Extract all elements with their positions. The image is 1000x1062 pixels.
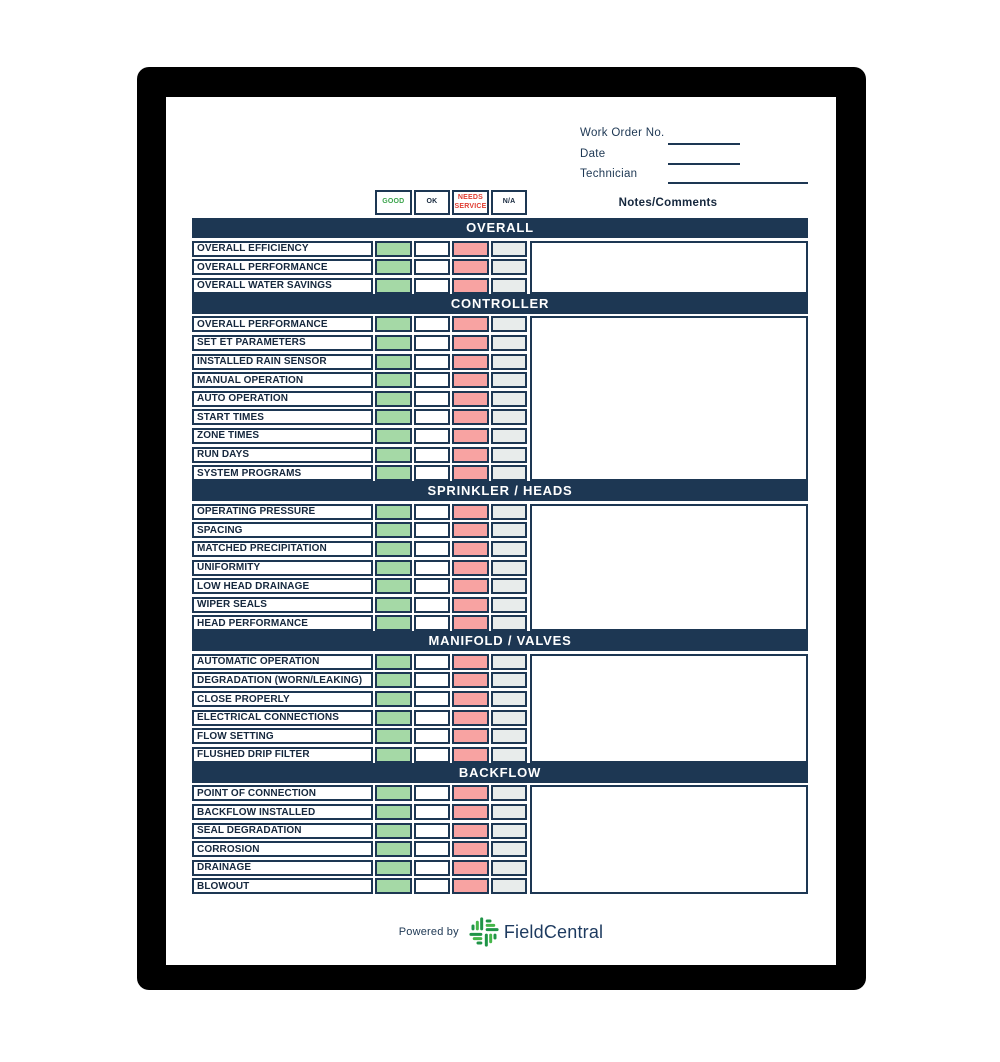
rating-cell-needs-service[interactable]	[452, 560, 489, 576]
rating-cell-needs-service[interactable]	[452, 841, 489, 857]
rating-cell-good[interactable]	[375, 597, 412, 613]
rating-cell-needs-service[interactable]	[452, 278, 489, 294]
rating-cell-ok[interactable]	[414, 428, 451, 444]
checklist-row	[192, 259, 530, 275]
rows-column	[192, 651, 530, 763]
rating-cell-na[interactable]	[491, 823, 528, 839]
notes-box[interactable]	[530, 785, 808, 894]
rating-cell-na[interactable]	[491, 316, 528, 332]
rating-cell-good[interactable]	[375, 259, 412, 275]
rating-cell-ok[interactable]	[414, 409, 451, 425]
rating-cell-ok[interactable]	[414, 504, 451, 520]
rating-cell-na[interactable]	[491, 597, 528, 613]
rating-cell-na[interactable]	[491, 428, 528, 444]
rating-cell-needs-service[interactable]	[452, 541, 489, 557]
checklist-row	[192, 316, 530, 332]
rating-column-header: NEEDS SERVICE	[452, 190, 489, 215]
rating-cell-good[interactable]	[375, 504, 412, 520]
rating-cell-ok[interactable]	[414, 354, 451, 370]
checklist-row	[192, 860, 530, 876]
work-order-label: Work Order No.	[580, 127, 665, 139]
row-label: SYSTEM PROGRAMS	[192, 465, 373, 481]
rating-cell-ok[interactable]	[414, 747, 451, 763]
row-label: OVERALL EFFICIENCY	[192, 241, 373, 257]
section-body	[192, 783, 808, 895]
row-label: POINT OF CONNECTION	[192, 785, 373, 801]
row-label: ELECTRICAL CONNECTIONS	[192, 710, 373, 726]
rating-cell-ok[interactable]	[414, 615, 451, 631]
checklist-row	[192, 278, 530, 294]
rating-cell-na[interactable]	[491, 541, 528, 557]
rating-cell-needs-service[interactable]	[452, 747, 489, 763]
rating-cell-na[interactable]	[491, 860, 528, 876]
checklist-row	[192, 522, 530, 538]
rating-cell-needs-service[interactable]	[452, 391, 489, 407]
row-label: ZONE TIMES	[192, 428, 373, 444]
rating-column-header: GOOD	[375, 190, 412, 215]
row-label: BLOWOUT	[192, 878, 373, 894]
technician-input-line[interactable]	[668, 182, 808, 184]
rating-cell-needs-service[interactable]	[452, 597, 489, 613]
section-header: SPRINKLER / HEADS	[192, 481, 808, 501]
row-label: OVERALL PERFORMANCE	[192, 259, 373, 275]
checklist-row	[192, 804, 530, 820]
rating-cell-needs-service[interactable]	[452, 823, 489, 839]
notes-box[interactable]	[530, 316, 808, 481]
rows-column	[192, 238, 530, 294]
rating-cell-good[interactable]	[375, 541, 412, 557]
checklist-row	[192, 465, 530, 481]
rating-cell-needs-service[interactable]	[452, 241, 489, 257]
checklist-row	[192, 578, 530, 594]
row-label: FLUSHED DRIP FILTER	[192, 747, 373, 763]
date-label: Date	[580, 148, 606, 160]
checklist-row	[192, 541, 530, 557]
rating-cell-na[interactable]	[491, 409, 528, 425]
rating-cell-na[interactable]	[491, 785, 528, 801]
rating-cell-needs-service[interactable]	[452, 878, 489, 894]
notes-comments-title: Notes/Comments	[618, 197, 718, 209]
rating-cell-good[interactable]	[375, 241, 412, 257]
rating-cell-good[interactable]	[375, 654, 412, 670]
rating-cell-ok[interactable]	[414, 860, 451, 876]
row-label: SET ET PARAMETERS	[192, 335, 373, 351]
row-label: FLOW SETTING	[192, 728, 373, 744]
fieldcentral-logo-icon	[469, 917, 499, 947]
rating-cell-ok[interactable]	[414, 654, 451, 670]
rating-cell-na[interactable]	[491, 710, 528, 726]
rating-cell-ok[interactable]	[414, 710, 451, 726]
checklist-row	[192, 728, 530, 744]
row-label: AUTOMATIC OPERATION	[192, 654, 373, 670]
notes-box[interactable]	[530, 654, 808, 763]
rating-cell-good[interactable]	[375, 428, 412, 444]
rating-cell-ok[interactable]	[414, 672, 451, 688]
rating-cell-good[interactable]	[375, 522, 412, 538]
rating-cell-na[interactable]	[491, 465, 528, 481]
section-body	[192, 651, 808, 763]
notes-box[interactable]	[530, 241, 808, 294]
rating-cell-needs-service[interactable]	[452, 728, 489, 744]
row-label: OVERALL WATER SAVINGS	[192, 278, 373, 294]
checklist-row	[192, 597, 530, 613]
checklist-row	[192, 654, 530, 670]
section-body	[192, 314, 808, 481]
checklist-row	[192, 409, 530, 425]
row-label: RUN DAYS	[192, 447, 373, 463]
rating-cell-needs-service[interactable]	[452, 316, 489, 332]
rating-cell-na[interactable]	[491, 841, 528, 857]
rating-cell-good[interactable]	[375, 785, 412, 801]
rating-cell-needs-service[interactable]	[452, 259, 489, 275]
row-label: DEGRADATION (WORN/LEAKING)	[192, 672, 373, 688]
rating-cell-ok[interactable]	[414, 785, 451, 801]
row-label: INSTALLED RAIN SENSOR	[192, 354, 373, 370]
rating-cell-na[interactable]	[491, 447, 528, 463]
rating-cell-needs-service[interactable]	[452, 504, 489, 520]
checklist-row	[192, 823, 530, 839]
notes-box[interactable]	[530, 504, 808, 632]
checklist-row	[192, 560, 530, 576]
checklist-row	[192, 504, 530, 520]
checklist-row	[192, 241, 530, 257]
technician-label: Technician	[580, 168, 638, 180]
row-label: HEAD PERFORMANCE	[192, 615, 373, 631]
fieldcentral-brand-text: FieldCentral	[503, 921, 604, 942]
rating-cell-ok[interactable]	[414, 372, 451, 388]
rating-cell-na[interactable]	[491, 654, 528, 670]
rating-cell-na[interactable]	[491, 747, 528, 763]
rating-cell-needs-service[interactable]	[452, 615, 489, 631]
rating-cell-ok[interactable]	[414, 541, 451, 557]
rating-cell-good[interactable]	[375, 841, 412, 857]
rating-cell-na[interactable]	[491, 391, 528, 407]
rows-column	[192, 501, 530, 631]
rating-cell-good[interactable]	[375, 615, 412, 631]
rating-cell-ok[interactable]	[414, 465, 451, 481]
rating-cell-good[interactable]	[375, 278, 412, 294]
rating-cell-good[interactable]	[375, 447, 412, 463]
rating-cell-good[interactable]	[375, 691, 412, 707]
rating-cell-needs-service[interactable]	[452, 522, 489, 538]
rating-cell-good[interactable]	[375, 804, 412, 820]
rating-cell-na[interactable]	[491, 672, 528, 688]
row-label: CLOSE PROPERLY	[192, 691, 373, 707]
date-input-line[interactable]	[668, 163, 740, 165]
checklist-row	[192, 354, 530, 370]
rating-cell-good[interactable]	[375, 878, 412, 894]
section-body	[192, 238, 808, 294]
rating-cell-ok[interactable]	[414, 560, 451, 576]
checklist-row	[192, 785, 530, 801]
rating-cell-ok[interactable]	[414, 241, 451, 257]
rating-cell-needs-service[interactable]	[452, 710, 489, 726]
row-label: SEAL DEGRADATION	[192, 823, 373, 839]
rating-cell-na[interactable]	[491, 578, 528, 594]
rating-cell-na[interactable]	[491, 354, 528, 370]
rating-cell-na[interactable]	[491, 691, 528, 707]
rating-cell-good[interactable]	[375, 578, 412, 594]
powered-by-text: Powered by	[398, 926, 459, 938]
rating-cell-needs-service[interactable]	[452, 804, 489, 820]
rating-cell-ok[interactable]	[414, 691, 451, 707]
rating-cell-good[interactable]	[375, 823, 412, 839]
rating-cell-na[interactable]	[491, 728, 528, 744]
rating-cell-ok[interactable]	[414, 316, 451, 332]
rating-cell-ok[interactable]	[414, 391, 451, 407]
rating-cell-ok[interactable]	[414, 597, 451, 613]
checklist-row	[192, 428, 530, 444]
checklist-row	[192, 615, 530, 631]
rating-cell-ok[interactable]	[414, 259, 451, 275]
checklist-row	[192, 672, 530, 688]
rating-cell-needs-service[interactable]	[452, 372, 489, 388]
checklist-row	[192, 841, 530, 857]
rating-cell-na[interactable]	[491, 615, 528, 631]
rating-cell-needs-service[interactable]	[452, 354, 489, 370]
checklist-table	[192, 218, 808, 894]
rating-cell-good[interactable]	[375, 372, 412, 388]
rating-cell-good[interactable]	[375, 354, 412, 370]
rating-cell-good[interactable]	[375, 465, 412, 481]
rating-cell-good[interactable]	[375, 672, 412, 688]
row-label: MANUAL OPERATION	[192, 372, 373, 388]
rating-cell-good[interactable]	[375, 316, 412, 332]
row-label: BACKFLOW INSTALLED	[192, 804, 373, 820]
rating-cell-na[interactable]	[491, 878, 528, 894]
rating-cell-good[interactable]	[375, 560, 412, 576]
row-label: START TIMES	[192, 409, 373, 425]
rating-cell-ok[interactable]	[414, 823, 451, 839]
rating-cell-na[interactable]	[491, 241, 528, 257]
rating-cell-good[interactable]	[375, 710, 412, 726]
rating-cell-needs-service[interactable]	[452, 428, 489, 444]
checklist-row	[192, 391, 530, 407]
rating-cell-needs-service[interactable]	[452, 447, 489, 463]
rating-cell-needs-service[interactable]	[452, 578, 489, 594]
section-header: CONTROLLER	[192, 294, 808, 314]
rating-cell-needs-service[interactable]	[452, 785, 489, 801]
rating-cell-ok[interactable]	[414, 841, 451, 857]
rating-cell-na[interactable]	[491, 504, 528, 520]
rating-cell-na[interactable]	[491, 278, 528, 294]
rating-cell-ok[interactable]	[414, 335, 451, 351]
rating-column-header: OK	[414, 190, 451, 215]
rating-cell-ok[interactable]	[414, 804, 451, 820]
rating-cell-na[interactable]	[491, 372, 528, 388]
checklist-row	[192, 878, 530, 894]
rating-cell-ok[interactable]	[414, 578, 451, 594]
rating-cell-good[interactable]	[375, 335, 412, 351]
rating-column-headers	[375, 190, 529, 215]
rating-cell-na[interactable]	[491, 259, 528, 275]
row-label: DRAINAGE	[192, 860, 373, 876]
row-label: OPERATING PRESSURE	[192, 504, 373, 520]
rating-cell-good[interactable]	[375, 728, 412, 744]
black-matte	[137, 67, 866, 990]
rating-cell-na[interactable]	[491, 560, 528, 576]
section-body	[192, 501, 808, 631]
checklist-row	[192, 710, 530, 726]
rating-cell-good[interactable]	[375, 860, 412, 876]
rating-cell-needs-service[interactable]	[452, 654, 489, 670]
section-header: OVERALL	[192, 218, 808, 238]
rating-cell-good[interactable]	[375, 747, 412, 763]
row-label: WIPER SEALS	[192, 597, 373, 613]
row-label: CORROSION	[192, 841, 373, 857]
rating-cell-ok[interactable]	[414, 728, 451, 744]
rating-column-header: N/A	[491, 190, 528, 215]
section-header: BACKFLOW	[192, 763, 808, 783]
rating-cell-needs-service[interactable]	[452, 335, 489, 351]
work-order-input-line[interactable]	[668, 143, 740, 145]
rows-column	[192, 783, 530, 895]
rating-cell-ok[interactable]	[414, 522, 451, 538]
rating-cell-ok[interactable]	[414, 878, 451, 894]
row-label: UNIFORMITY	[192, 560, 373, 576]
rating-cell-needs-service[interactable]	[452, 409, 489, 425]
row-label: MATCHED PRECIPITATION	[192, 541, 373, 557]
checklist-row	[192, 335, 530, 351]
checklist-row	[192, 447, 530, 463]
checklist-row	[192, 372, 530, 388]
checklist-row	[192, 691, 530, 707]
rating-cell-na[interactable]	[491, 522, 528, 538]
row-label: OVERALL PERFORMANCE	[192, 316, 373, 332]
rating-cell-needs-service[interactable]	[452, 691, 489, 707]
rating-cell-needs-service[interactable]	[452, 860, 489, 876]
rating-cell-ok[interactable]	[414, 278, 451, 294]
rows-column	[192, 314, 530, 481]
rating-cell-good[interactable]	[375, 409, 412, 425]
row-label: SPACING	[192, 522, 373, 538]
rating-cell-needs-service[interactable]	[452, 465, 489, 481]
section-header: MANIFOLD / VALVES	[192, 631, 808, 651]
row-label: LOW HEAD DRAINAGE	[192, 578, 373, 594]
rating-cell-ok[interactable]	[414, 447, 451, 463]
rating-cell-needs-service[interactable]	[452, 672, 489, 688]
form-page	[166, 97, 836, 965]
checklist-row	[192, 747, 530, 763]
rating-cell-na[interactable]	[491, 804, 528, 820]
rating-cell-na[interactable]	[491, 335, 528, 351]
rating-cell-good[interactable]	[375, 391, 412, 407]
row-label: AUTO OPERATION	[192, 391, 373, 407]
footer	[166, 912, 836, 952]
